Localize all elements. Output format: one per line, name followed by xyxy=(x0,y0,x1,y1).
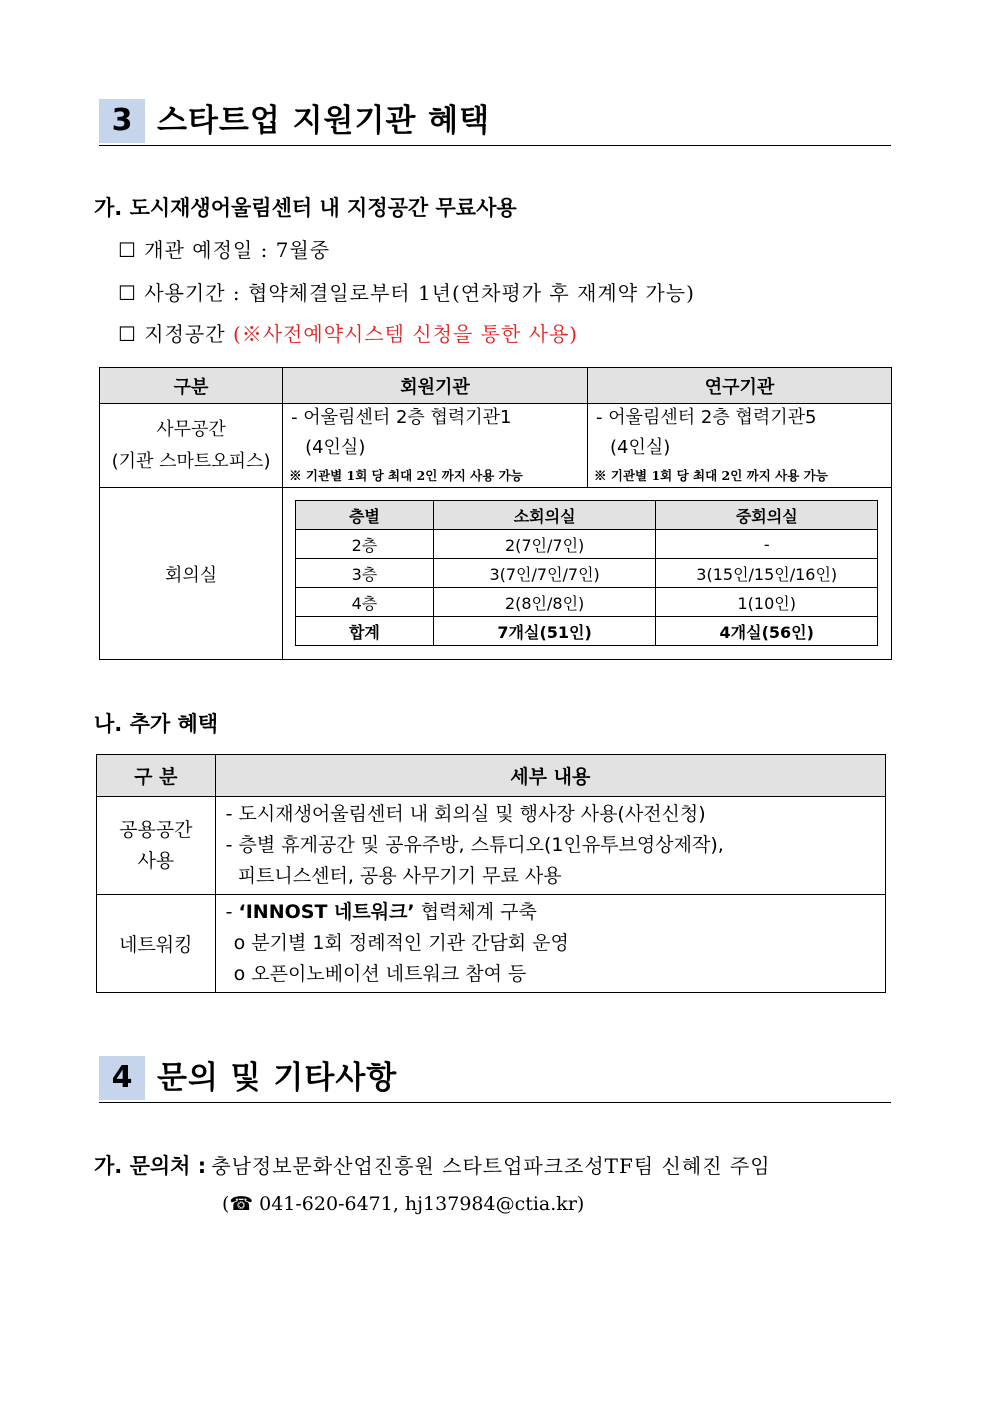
networking-detail xyxy=(215,895,885,993)
detail-line: - 층별 휴게공간 및 공유주방, 스튜디오(1인유투브영상제작), xyxy=(225,834,724,856)
research-office-line: - 어울림센터 2층 협력기관5 xyxy=(596,407,817,428)
detail-text: 협력체계 구축 xyxy=(414,901,537,923)
section-number: 4 xyxy=(99,1056,145,1100)
total-row xyxy=(296,617,878,646)
contact-label: 가. 문의처 : xyxy=(94,1154,207,1178)
research-office-note: ※ 기관별 1회 당 최대 2인 까지 사용 가능 xyxy=(594,468,828,483)
small-room-cell: 2(8인/8인) xyxy=(433,588,656,617)
floor-cell: 3층 xyxy=(296,559,434,588)
contact-line xyxy=(94,1150,771,1180)
shared-space-label-cell xyxy=(97,797,216,895)
office-label: 사무공간 xyxy=(156,418,226,440)
shared-space-sublabel: 사용 xyxy=(137,849,175,872)
small-room-cell: 2(7인/7인) xyxy=(433,530,656,559)
reservation-note: (※사전예약시스템 신청을 통한 사용) xyxy=(232,322,579,346)
detail-line: 피트니스센터, 공용 사무기기 무료 사용 xyxy=(225,865,562,887)
detail-line xyxy=(216,897,885,928)
header-medium-room: 중회의실 xyxy=(656,501,878,530)
item-text: 사용기간 : 협약체결일로부터 1년(연차평가 후 재계약 가능) xyxy=(144,281,695,305)
header-research: 연구기관 xyxy=(588,368,892,404)
shared-space-label: 공용공간 xyxy=(119,818,193,841)
meeting-label: 회의실 xyxy=(100,488,283,660)
shared-space-detail xyxy=(215,797,885,895)
subheading-b: 나. 추가 혜택 xyxy=(94,712,219,736)
section-title: 문의 및 기타사항 xyxy=(157,1060,398,1096)
total-small: 7개실(51인) xyxy=(433,617,656,646)
meeting-cell xyxy=(283,488,892,660)
item-text: 지정공간 xyxy=(144,322,226,346)
checkbox-icon: ☐ xyxy=(118,238,137,262)
section-4-heading xyxy=(99,1056,891,1103)
header-small-room: 소회의실 xyxy=(433,501,656,530)
section-title: 스타트업 지원기관 혜택 xyxy=(157,103,491,139)
table-row xyxy=(296,559,878,588)
section-3-heading xyxy=(99,99,891,146)
header-category: 구 분 xyxy=(97,755,216,797)
detail-line: - 도시재생어울림센터 내 회의실 및 행사장 사용(사전신청) xyxy=(225,803,706,825)
member-office-cell xyxy=(283,404,588,488)
innost-network: ‘INNOST 네트워크’ xyxy=(238,901,415,923)
member-office-note: ※ 기관별 1회 당 최대 2인 까지 사용 가능 xyxy=(289,468,523,483)
floor-cell: 4층 xyxy=(296,588,434,617)
office-sublabel: (기관 스마트오피스) xyxy=(111,450,271,472)
medium-room-cell: 1(10인) xyxy=(656,588,878,617)
subheading-a: 가. 도시재생어울림센터 내 지정공간 무료사용 xyxy=(94,196,517,220)
list-item xyxy=(118,318,578,347)
benefit-table xyxy=(96,754,886,993)
checkbox-icon: ☐ xyxy=(118,281,137,305)
checkbox-icon: ☐ xyxy=(118,322,137,346)
header-floor: 층별 xyxy=(296,501,434,530)
table-row xyxy=(296,530,878,559)
dash: - xyxy=(225,901,239,923)
medium-room-cell: 3(15인/15인/16인) xyxy=(656,559,878,588)
member-office-capacity: (4인실) xyxy=(305,437,366,458)
detail-line: o 분기별 1회 정례적인 기관 간담회 운영 xyxy=(233,932,569,954)
list-item xyxy=(118,277,695,306)
total-label: 합계 xyxy=(296,617,434,646)
detail-line: o 오픈이노베이션 네트워크 참여 등 xyxy=(233,963,527,985)
small-room-cell: 3(7인/7인/7인) xyxy=(433,559,656,588)
total-medium: 4개실(56인) xyxy=(656,617,878,646)
header-category: 구분 xyxy=(100,368,283,404)
header-member: 회원기관 xyxy=(283,368,588,404)
networking-label: 네트워킹 xyxy=(97,895,216,993)
space-table xyxy=(99,367,892,660)
floor-cell: 2층 xyxy=(296,530,434,559)
list-item xyxy=(118,234,330,263)
research-office-cell xyxy=(588,404,892,488)
office-label-cell xyxy=(100,404,283,488)
meeting-room-table xyxy=(295,500,878,646)
research-office-capacity: (4인실) xyxy=(610,437,671,458)
item-text: 개관 예정일 : 7월중 xyxy=(144,238,331,262)
medium-room-cell: - xyxy=(656,530,878,559)
section-number: 3 xyxy=(99,99,145,143)
member-office-line: - 어울림센터 2층 협력기관1 xyxy=(291,407,512,428)
header-detail: 세부 내용 xyxy=(215,755,885,797)
contact-phone: (☎ 041-620-6471, hj137984@ctia.kr) xyxy=(222,1193,585,1215)
contact-text: 충남정보문화산업진흥원 스타트업파크조성TF팀 신혜진 주임 xyxy=(211,1154,771,1178)
table-row xyxy=(296,588,878,617)
